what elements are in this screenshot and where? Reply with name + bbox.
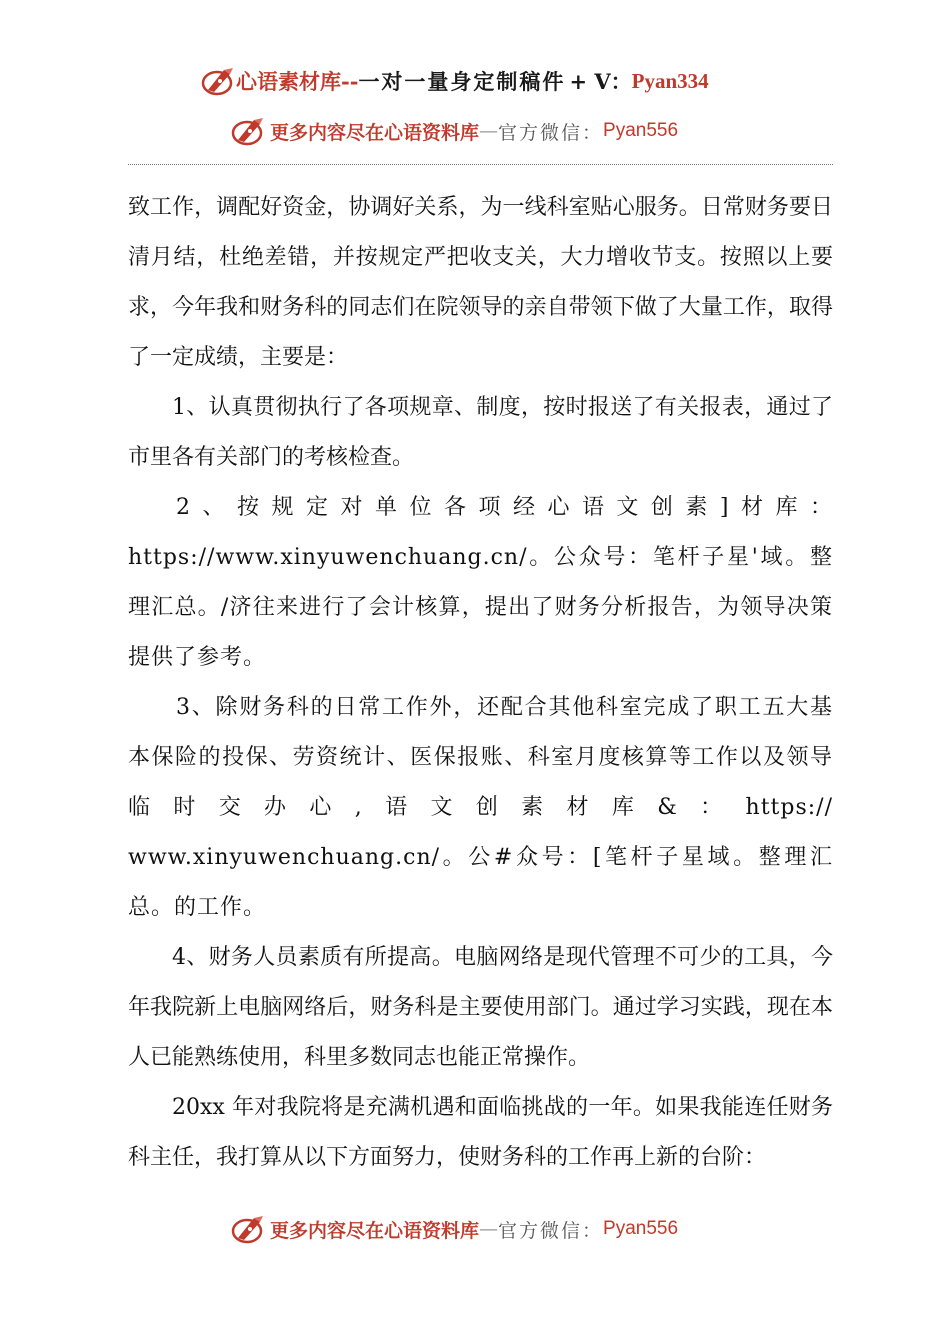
header-sub-text: 更多内容尽在心语资料库	[270, 121, 480, 144]
header-separator: --	[341, 68, 359, 94]
header-banner	[200, 64, 709, 98]
footer-sub-dash: —	[479, 1218, 499, 1240]
footer-sub-label: 官方微信：	[498, 1219, 604, 1242]
pen-nib-logo-icon	[230, 114, 268, 148]
header-contact-id: Pyan334	[631, 68, 709, 93]
header-sub-id: Pyan556	[603, 120, 679, 141]
footer-sub-text: 更多内容尽在心语资料库	[270, 1219, 480, 1242]
header-sub-dash: —	[479, 120, 499, 142]
header-sub-label: 官方微信：	[498, 121, 604, 144]
paragraph-item-3: 3、除财务科的日常工作外，还配合其他科室完成了职工五大基本保险的投保、劳资统计、医保报账、科室月度核算等工作以及领导临时交办心,语文创素材库&：https:// www.xinyuwenchuang.cn/。公#众号：[笔杆子星域。整理汇总。的工作。	[128, 695, 833, 920]
paragraph-item-1: 1、认真贯彻执行了各项规章、制度，按时报送了有关报表，通过了市里各有关部门的考核检查。	[128, 395, 833, 470]
document-body	[128, 183, 833, 1183]
header-subline	[230, 114, 678, 148]
header-slogan: 一对一量身定制稿件	[358, 69, 566, 94]
pen-nib-logo-icon	[200, 64, 238, 98]
paragraph-item-4: 4、财务人员素质有所提高。电脑网络是现代管理不可少的工具，今年我院新上电脑网络后，财务科是主要使用部门。通过学习实践，现在本人已能熟练使用，科里多数同志也能正常操作。	[128, 945, 833, 1070]
paragraph-item-2: 2、按规定对单位各项经心语文创素]材库：https://www.xinyuwenchuang.cn/。公众号：笔杆子星'域。整理汇总。/济往来进行了会计核算，提出了财务分析报告，为领导决策提供了参考。	[128, 495, 833, 670]
header-brand: 心语素材库	[236, 69, 341, 94]
footer-subline	[230, 1212, 678, 1246]
header-contact-prefix: + V：	[569, 69, 632, 94]
paragraph-plan: 20xx 年对我院将是充满机遇和面临挑战的一年。如果我能连任财务科主任，我打算从以下方面努力，使财务科的工作再上新的台阶：	[128, 1095, 833, 1170]
footer-sub-id: Pyan556	[603, 1218, 679, 1239]
paragraph-intro: 致工作，调配好资金，协调好关系，为一线科室贴心服务。日常财务要日清月结，杜绝差错，并按规定严把收支关，大力增收节支。按照以上要求，今年我和财务科的同志们在院领导的亲自带领下做了大量工作，取得了一定成绩，主要是：	[128, 195, 833, 370]
pen-nib-logo-icon	[230, 1212, 268, 1246]
header-divider	[128, 164, 833, 165]
